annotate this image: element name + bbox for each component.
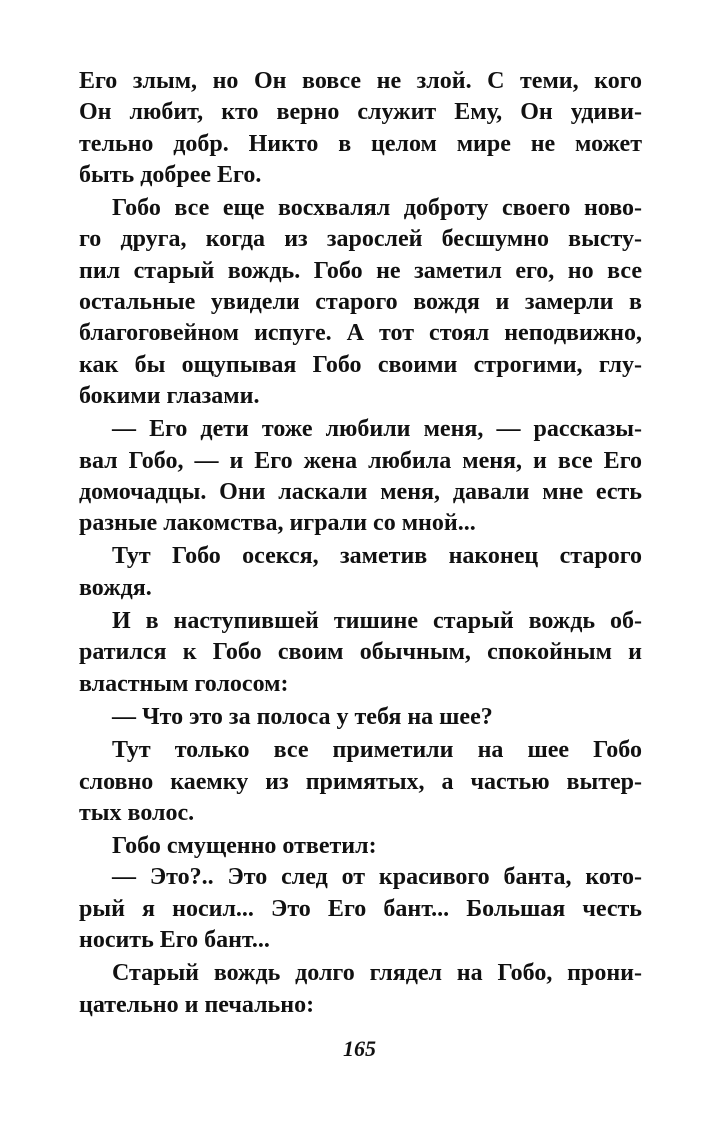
paragraph [79, 606, 642, 700]
text-line: И в наступившей тишине старый вождь об- [112, 608, 642, 635]
text-line: бокими глазами. [79, 382, 260, 409]
text-line: пил старый вождь. Гобо не заметил его, но все [79, 257, 642, 284]
text-line: разные лакомства, играли со мной... [79, 510, 476, 537]
paragraph [79, 831, 642, 862]
text-line: тых волос. [79, 799, 195, 826]
paragraph [79, 66, 642, 191]
text-line: вал Гобо, — и Его жена любила меня, и все Его [79, 447, 642, 474]
text-line: Тут Гобо осекся, заметив наконец старого [112, 543, 642, 570]
text-line: вождя. [79, 574, 152, 601]
text-line: Тут только все приметили на шее Гобо [112, 737, 642, 764]
text-line: ратился к Гобо своим обычным, спокойным и [79, 639, 642, 666]
text-line: как бы ощупывая Гобо своими строгими, глу- [79, 351, 642, 378]
text-line: носить Его бант... [79, 927, 270, 954]
paragraph [79, 958, 642, 1021]
text-line: — Это?.. Это след от красивого банта, кото- [112, 864, 642, 891]
paragraph [79, 862, 642, 956]
text-line: цательно и печально: [79, 991, 315, 1018]
text-line: рый я носил... Это Его бант... Большая честь [79, 895, 642, 922]
text-line: быть добрее Его. [79, 161, 262, 188]
text-line: Он любит, кто верно служит Ему, Он удиви- [79, 99, 642, 126]
text-line: Его злым, но Он вовсе не злой. С теми, кого [79, 68, 642, 94]
text-line: Старый вождь долго глядел на Гобо, прони- [112, 960, 642, 987]
text-line: — Его дети тоже любили меня, — рассказы- [112, 416, 642, 443]
text-line: домочадцы. Они ласкали меня, давали мне есть [79, 478, 642, 505]
text-line: благоговейном испуге. А тот стоял неподвижно, [79, 320, 642, 347]
paragraph [79, 414, 642, 539]
text-line: словно каемку из примятых, а частью вытер- [79, 768, 642, 795]
page-number: 165 [343, 1036, 376, 1061]
text-line: Гобо смущенно ответил: [112, 833, 377, 860]
paragraph [79, 702, 642, 733]
text-line: — Что это за полоса у тебя на шее? [112, 703, 493, 730]
text-line: властным голосом: [79, 670, 289, 697]
text-line: остальные увидели старого вождя и замерли в [79, 289, 642, 316]
paragraph [79, 735, 642, 829]
body-text [79, 66, 642, 1021]
text-line: тельно добр. Никто в целом мире не может [79, 130, 642, 157]
text-line: го друга, когда из зарослей бесшумно высту- [79, 226, 642, 253]
paragraph [79, 541, 642, 604]
paragraph [79, 193, 642, 412]
text-line: Гобо все еще восхвалял доброту своего ново- [112, 195, 642, 222]
